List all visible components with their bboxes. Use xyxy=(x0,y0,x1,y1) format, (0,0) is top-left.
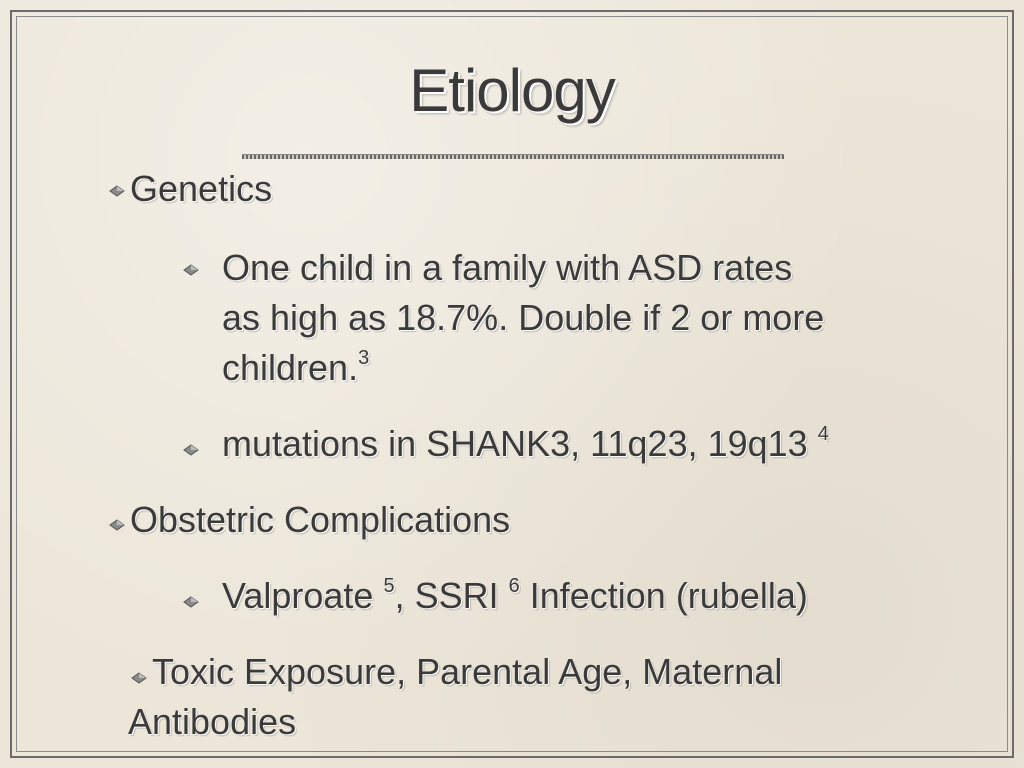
citation-4: 4 xyxy=(817,423,829,445)
diamond-bullet-icon xyxy=(180,594,202,610)
diamond-bullet-icon xyxy=(180,262,202,278)
bullet-mutations xyxy=(222,420,829,468)
bullet-toxic-line1: Toxic Exposure, Parental Age, Maternal xyxy=(152,651,783,692)
citation-5: 5 xyxy=(383,575,395,597)
title-divider xyxy=(242,154,784,159)
diamond-bullet-icon xyxy=(106,183,128,199)
citation-6: 6 xyxy=(508,575,520,597)
bullet-toxic-line2: Antibodies xyxy=(128,701,297,742)
bullet-obstetric: Obstetric Complications xyxy=(130,499,511,540)
bullet-mutations-text: mutations in SHANK3, 11q23, 19q13 xyxy=(222,423,818,464)
valproate-text: Valproate xyxy=(222,575,384,616)
diamond-bullet-icon xyxy=(128,670,150,686)
diamond-bullet-icon xyxy=(106,517,128,533)
bullet-valproate xyxy=(222,572,808,620)
slide-frame-inner xyxy=(16,16,1008,752)
bullet-genetics: Genetics xyxy=(130,168,273,209)
bullet-asd-rates-text: children. xyxy=(222,347,359,388)
citation-3: 3 xyxy=(358,347,370,369)
diamond-bullet-icon xyxy=(180,442,202,458)
bullet-asd-rates-line2: as high as 18.7%. Double if 2 or more xyxy=(222,297,825,338)
infection-text: Infection (rubella) xyxy=(519,575,808,616)
slide-title: Etiology xyxy=(409,57,615,124)
ssri-text: , SSRI xyxy=(394,575,509,616)
bullet-asd-rates-line3 xyxy=(222,344,369,392)
bullet-asd-rates-line1: One child in a family with ASD rates xyxy=(222,247,793,288)
